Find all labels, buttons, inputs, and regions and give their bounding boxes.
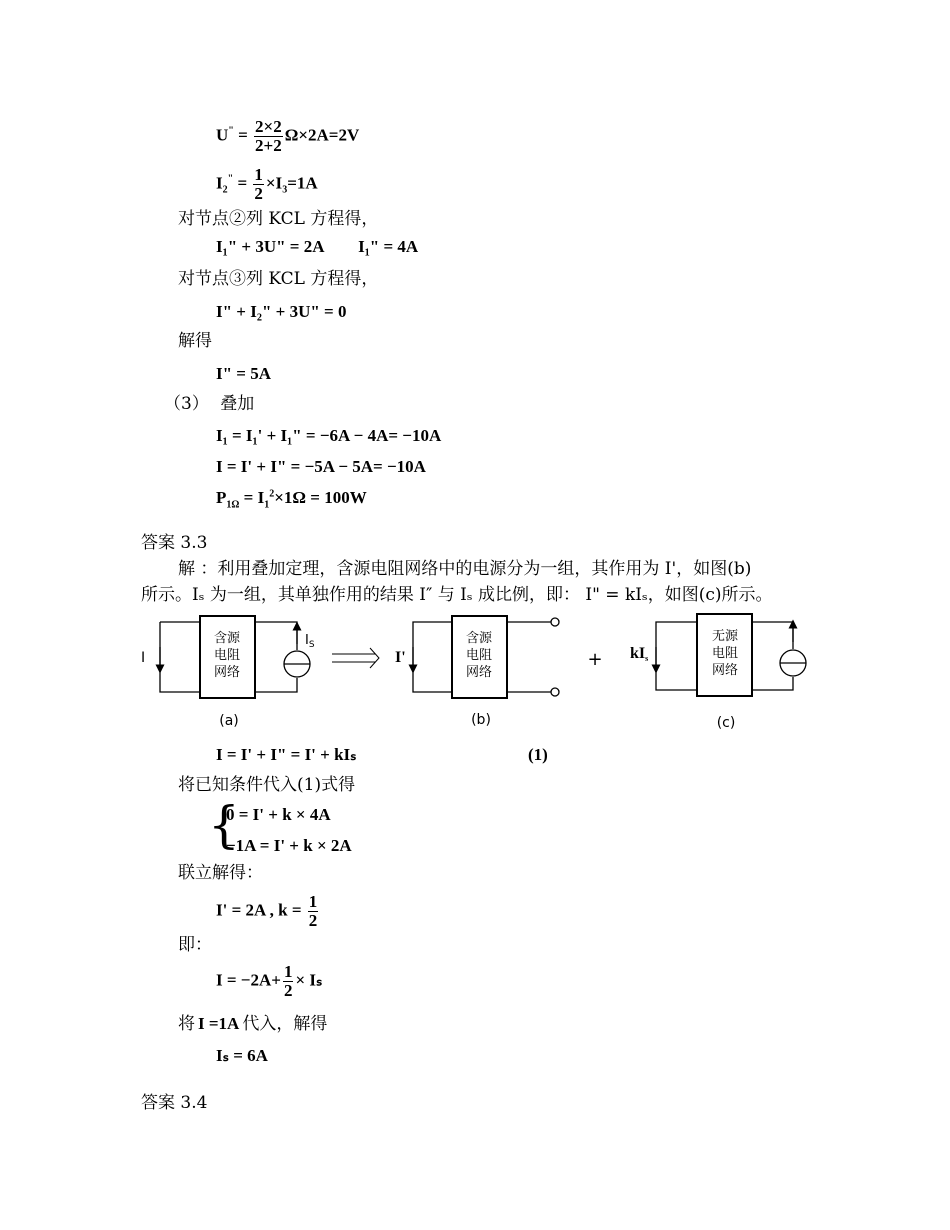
eq-part: I = −2A+: [216, 970, 281, 990]
equation-1: I = I' + I" = I' + kIₛ: [216, 745, 357, 764]
network-label: 含源: [465, 631, 493, 646]
fraction: [254, 118, 283, 155]
caption-b: (b): [471, 712, 491, 728]
substitute2-text: [178, 1015, 327, 1033]
eq-part: I₁" = 4A: [358, 237, 419, 256]
step-title: 叠加: [220, 394, 255, 414]
equation-power: [216, 489, 367, 510]
current-label-main: kI: [630, 645, 646, 662]
network-label: 网络: [711, 663, 739, 678]
eq-symbol: =: [238, 125, 248, 145]
fraction: [283, 963, 294, 1000]
substitute-text: 将已知条件代入(1)式得: [178, 775, 356, 795]
network-label: 网络: [465, 665, 493, 680]
fraction-den: 2: [283, 980, 293, 1000]
equation-sum-i: I = I' + I" = −5A − 5A= −10A: [216, 457, 426, 476]
network-label: 电阻: [465, 648, 493, 663]
caption-a: (a): [219, 713, 239, 729]
fraction-num: 1: [283, 962, 293, 981]
source-label-main: I: [305, 633, 309, 648]
paragraph-line-1: 解 ：利用叠加定理，含源电阻网络中的电源分为一组，其作用为 I'，如图(b): [178, 559, 752, 579]
eq-symbol: ": [228, 125, 234, 137]
eq-symbol: =: [237, 173, 248, 193]
equation-u2: [216, 118, 359, 155]
plus-sign: +: [587, 649, 603, 670]
eq-symbol: ×1Ω = 100W: [274, 488, 367, 507]
fraction-den: 2: [308, 910, 318, 930]
current-label-sub: s: [645, 654, 649, 663]
current-label: [630, 645, 648, 663]
system-eq-2: −1A = I' + k × 2A: [226, 836, 352, 855]
text-part: 代入，解得: [242, 1014, 328, 1034]
network-label: 电阻: [711, 646, 739, 661]
fraction: [253, 166, 264, 203]
source-label: [305, 633, 315, 650]
equation-kcl3: I" + I₂" + 3U" = 0: [216, 302, 347, 321]
eq-symbol: 2: [269, 488, 275, 500]
node3-text: 对节点③列 KCL 方程得，: [178, 269, 379, 289]
current-label: I': [395, 649, 406, 666]
current-label: I: [141, 650, 146, 666]
eq-symbol: =1A: [287, 173, 318, 193]
network-label: 含源: [213, 631, 241, 646]
system-eq-1: 0 = I' + k × 4A: [226, 805, 331, 824]
section-heading-3-4: 答案 3.4: [141, 1093, 208, 1113]
eq-part: I =1A: [198, 1014, 240, 1033]
source-label-sub: S: [308, 640, 315, 650]
eq-symbol: 3: [282, 184, 288, 196]
eq-symbol: I: [216, 173, 223, 193]
paragraph-line-2: 所示。Iₛ 为一组，其单独作用的结果 I″ 与 Iₛ 成比例，即： I" = kIₛ，如图(c)所示。: [141, 585, 773, 605]
section-heading-3-3: 答案 3.3: [141, 533, 208, 553]
joint-solve-text: 联立解得：: [178, 863, 263, 883]
equation-kcl2: [216, 238, 418, 255]
equation-i-result: I" = 5A: [216, 364, 272, 383]
terminal-icon: [551, 618, 559, 626]
fraction-num: 1: [254, 165, 263, 184]
step3-heading: [164, 396, 254, 413]
implies-arrow-icon: [332, 648, 379, 668]
network-label: 电阻: [213, 648, 241, 663]
superposition-circuit-diagram: [125, 612, 825, 737]
fraction-num: 2×2: [255, 117, 282, 136]
caption-c: (c): [716, 715, 736, 731]
eq-symbol: ": [227, 173, 234, 185]
fraction: [308, 893, 319, 930]
fraction-den: 2+2: [255, 135, 282, 155]
eq-symbol: = I: [239, 488, 265, 507]
fraction-num: 1: [308, 892, 318, 911]
node2-text: 对节点②列 KCL 方程得，: [178, 209, 379, 229]
ji-text: 即：: [178, 935, 212, 955]
text-part: 将: [178, 1014, 195, 1034]
eq-symbol: U: [216, 125, 229, 145]
eq-symbol: ×I: [265, 173, 283, 193]
equation-1-tag: (1): [528, 745, 548, 764]
eq-part: × Iₛ: [295, 970, 323, 990]
eq-symbol: 2: [222, 184, 228, 196]
fraction-den: 2: [254, 183, 263, 203]
eq-part: I₁" + 3U" = 2A: [216, 237, 324, 256]
network-label: 无源: [711, 629, 739, 644]
equation-i2: [216, 166, 318, 203]
eq-symbol: 1: [264, 499, 270, 511]
network-label: 网络: [213, 665, 241, 680]
solution-equation: [216, 893, 320, 930]
eq-part: I' = 2A , k =: [216, 900, 302, 920]
final-equation: [216, 963, 322, 1000]
eq-symbol: P: [216, 488, 227, 507]
is-result: Iₛ = 6A: [216, 1046, 268, 1065]
terminal-icon: [551, 688, 559, 696]
eq-symbol: Ω×2A=2V: [284, 125, 360, 145]
eq-symbol: 1Ω: [226, 499, 240, 511]
solve-text: 解得: [178, 331, 212, 351]
equation-sum-i1: I₁ = I₁' + I₁" = −6A − 4A= −10A: [216, 426, 442, 445]
step-label: （3）: [164, 394, 209, 414]
system-brace-icon: {: [208, 796, 240, 854]
